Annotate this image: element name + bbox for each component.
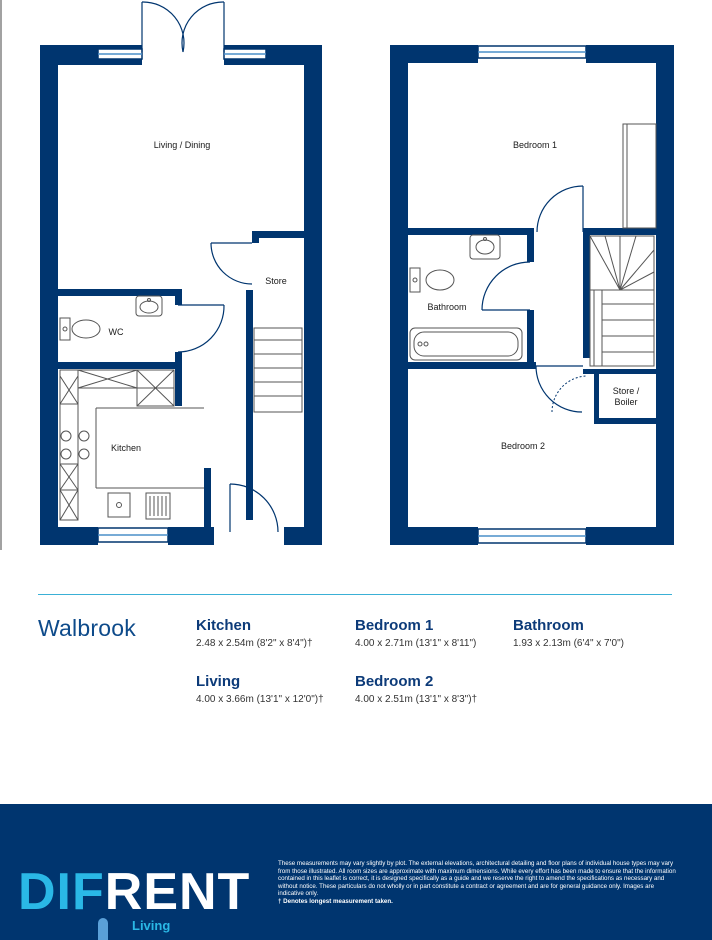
disclaimer-footnote: † Denotes longest measurement taken. [278, 897, 393, 905]
brand-logo-part2: RENT [104, 863, 251, 921]
wc-door [178, 305, 224, 352]
spec-dimensions: 4.00 x 3.66m (13'1" x 12'0")† [196, 694, 324, 705]
ground-floor-plan [40, 2, 322, 545]
spec-title: Living [196, 673, 241, 690]
room-label-bedroom1: Bedroom 1 [512, 140, 558, 150]
spec-bedroom1 [355, 617, 476, 651]
room-label-store-boiler-line2: Boiler [614, 397, 638, 407]
spec-dimensions: 1.93 x 2.13m (6'4" x 7'0") [513, 638, 624, 649]
room-label-store-boiler-line1: Store / [612, 386, 640, 396]
store-boiler-door [552, 376, 586, 412]
spec-title: Bathroom [513, 617, 584, 634]
bathroom-door [482, 262, 530, 310]
spec-bedroom2 [355, 673, 477, 707]
first-floor-walls [390, 45, 674, 545]
first-floor-windows [478, 46, 586, 543]
spec-title: Kitchen [196, 617, 252, 634]
spec-dimensions: 4.00 x 2.51m (13'1" x 8'3")† [355, 694, 478, 705]
spec-kitchen [196, 617, 313, 651]
room-label-bedroom2: Bedroom 2 [500, 441, 546, 451]
wardrobe [623, 124, 656, 228]
spec-dimensions: 2.48 x 2.54m (8'2" x 8'4")† [196, 638, 313, 649]
french-doors [142, 2, 224, 52]
divider-line [38, 594, 672, 595]
brand-logo [18, 863, 251, 921]
brand-logo-subtitle: Living [132, 918, 171, 933]
bathroom-fixtures [410, 235, 522, 360]
spec-title: Bedroom 1 [355, 617, 434, 634]
room-label-bathroom: Bathroom [427, 302, 467, 312]
disclaimer [278, 860, 676, 906]
ground-floor-walls [40, 45, 322, 545]
spec-dimensions: 4.00 x 2.71m (13'1" x 8'11") [355, 638, 477, 649]
house-name: Walbrook [38, 615, 136, 641]
first-floor-stairs [590, 236, 654, 366]
spec-living [196, 673, 324, 707]
room-label-wc: WC [108, 327, 124, 337]
front-door [230, 484, 278, 532]
ground-floor-stairs [254, 328, 302, 412]
room-label-kitchen: Kitchen [110, 443, 142, 453]
bedroom2-door [536, 366, 583, 412]
brand-logo-part1: DIF [18, 863, 105, 921]
disclaimer-text: These measurements may vary slightly by plot. The external elevations, architectural detailing and floor plans of individual house types may vary from those illustrated. All room sizes are approximate with maximum dimensions. While every effort has been made to ensure that the information contained in this leaflet is correct, it is designed specifically as a guide and we reserve the right to amend the specifications as necessary and without notice. These particulars do not wholly or in part constitute a contract or agreement and are for general guidance only. Images are indicative only. [278, 860, 676, 898]
first-floor-plan [390, 45, 674, 545]
room-label-store: Store [265, 276, 287, 286]
bedroom1-door [537, 186, 583, 232]
room-label-living-dining: Living / Dining [153, 140, 211, 150]
spec-title: Bedroom 2 [355, 673, 434, 690]
store-door [211, 243, 252, 284]
spec-bathroom [513, 617, 624, 651]
brand-mark-icon [98, 918, 108, 940]
